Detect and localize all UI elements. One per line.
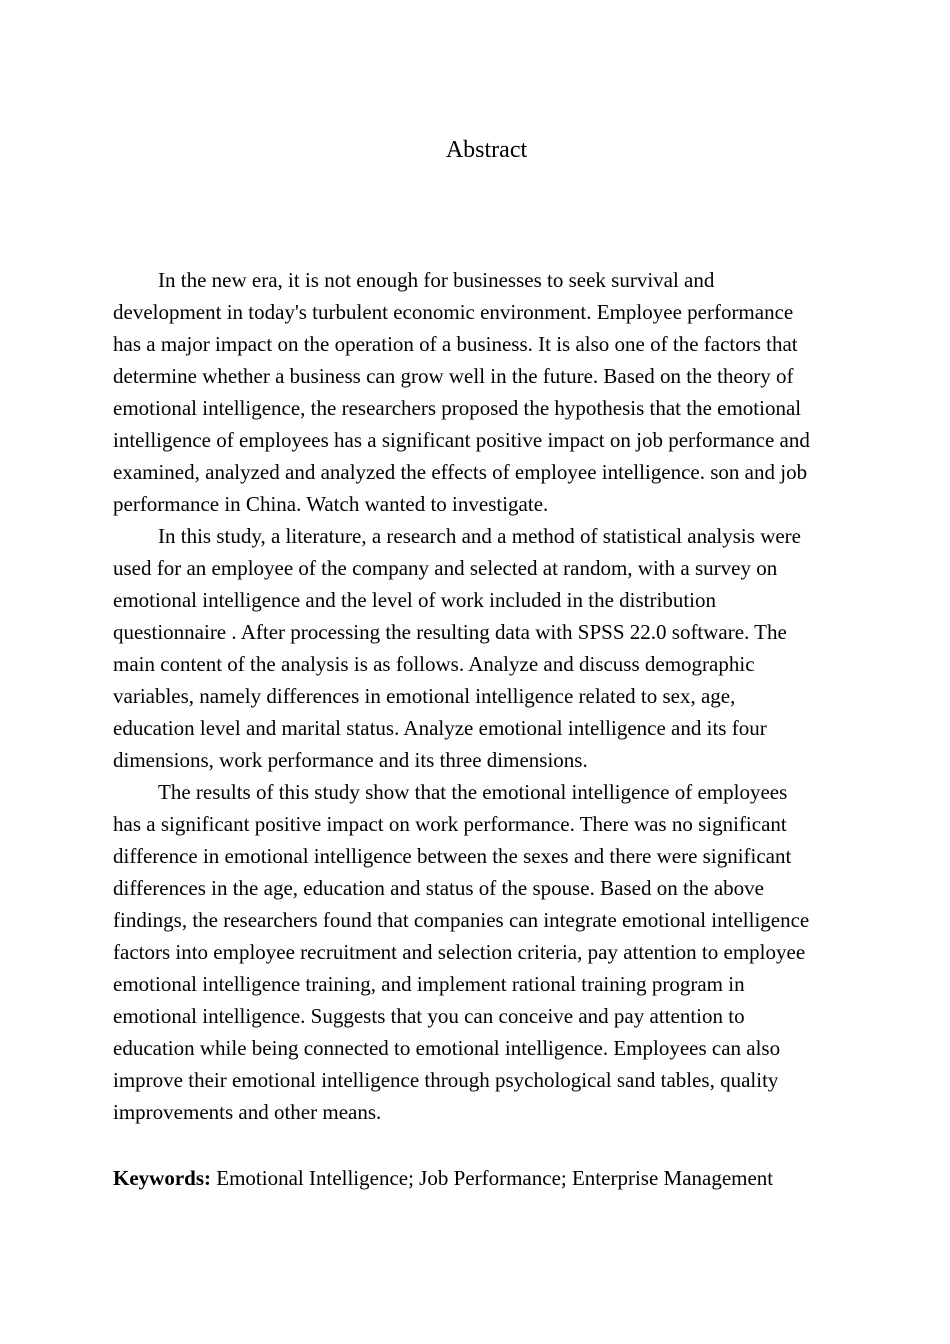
text-line: The results of this study show that the emotional intelligence of employees — [158, 780, 788, 804]
text-line: emotional intelligence, the researchers proposed the hypothesis that the emotional — [113, 396, 802, 420]
text-line: development in today's turbulent economic environment. Employee performance — [113, 300, 794, 324]
text-line: questionnaire . After processing the resulting data with SPSS 22.0 software. The — [113, 620, 787, 644]
text-line: findings, the researchers found that companies can integrate emotional intelligence — [113, 908, 810, 932]
text-line: factors into employee recruitment and selection criteria, pay attention to employee — [113, 940, 806, 964]
page-title: Abstract — [445, 137, 528, 163]
keywords-line — [113, 1162, 773, 1194]
text-line: examined, analyzed and analyzed the effects of employee intelligence. son and job — [113, 460, 808, 484]
keywords-text: Emotional Intelligence; Job Performance; Enterprise Management — [211, 1166, 774, 1190]
text-line: emotional intelligence training, and implement rational training program in — [113, 972, 745, 996]
abstract-paragraph — [113, 264, 873, 520]
keywords-label: Keywords: — [113, 1166, 211, 1190]
text-line: determine whether a business can grow well in the future. Based on the theory of — [113, 364, 794, 388]
text-line: In the new era, it is not enough for businesses to seek survival and — [158, 268, 715, 292]
text-line: main content of the analysis is as follows. Analyze and discuss demographic — [113, 652, 755, 676]
text-line: emotional intelligence and the level of work included in the distribution — [113, 588, 717, 612]
abstract-body — [113, 264, 873, 1128]
text-line: differences in the age, education and status of the spouse. Based on the above — [113, 876, 764, 900]
text-line: used for an employee of the company and selected at random, with a survey on — [113, 556, 778, 580]
text-line: has a major impact on the operation of a business. It is also one of the factors that — [113, 332, 798, 356]
abstract-paragraph — [113, 520, 873, 776]
text-line: dimensions, work performance and its three dimensions. — [113, 748, 588, 772]
text-line: difference in emotional intelligence between the sexes and there were significant — [113, 844, 792, 868]
text-line: In this study, a literature, a research and a method of statistical analysis were — [158, 524, 801, 548]
text-line: education level and marital status. Analyze emotional intelligence and its four — [113, 716, 767, 740]
abstract-paragraph — [113, 776, 873, 1128]
text-line: education while being connected to emotional intelligence. Employees can also — [113, 1036, 781, 1060]
text-line: has a significant positive impact on work performance. There was no significant — [113, 812, 787, 836]
text-line: improvements and other means. — [113, 1100, 382, 1124]
text-line: performance in China. Watch wanted to investigate. — [113, 492, 549, 516]
text-line: improve their emotional intelligence through psychological sand tables, quality — [113, 1068, 779, 1092]
text-line: intelligence of employees has a significant positive impact on job performance and — [113, 428, 810, 452]
text-line: emotional intelligence. Suggests that you can conceive and pay attention to — [113, 1004, 745, 1028]
text-line: variables, namely differences in emotional intelligence related to sex, age, — [113, 684, 736, 708]
